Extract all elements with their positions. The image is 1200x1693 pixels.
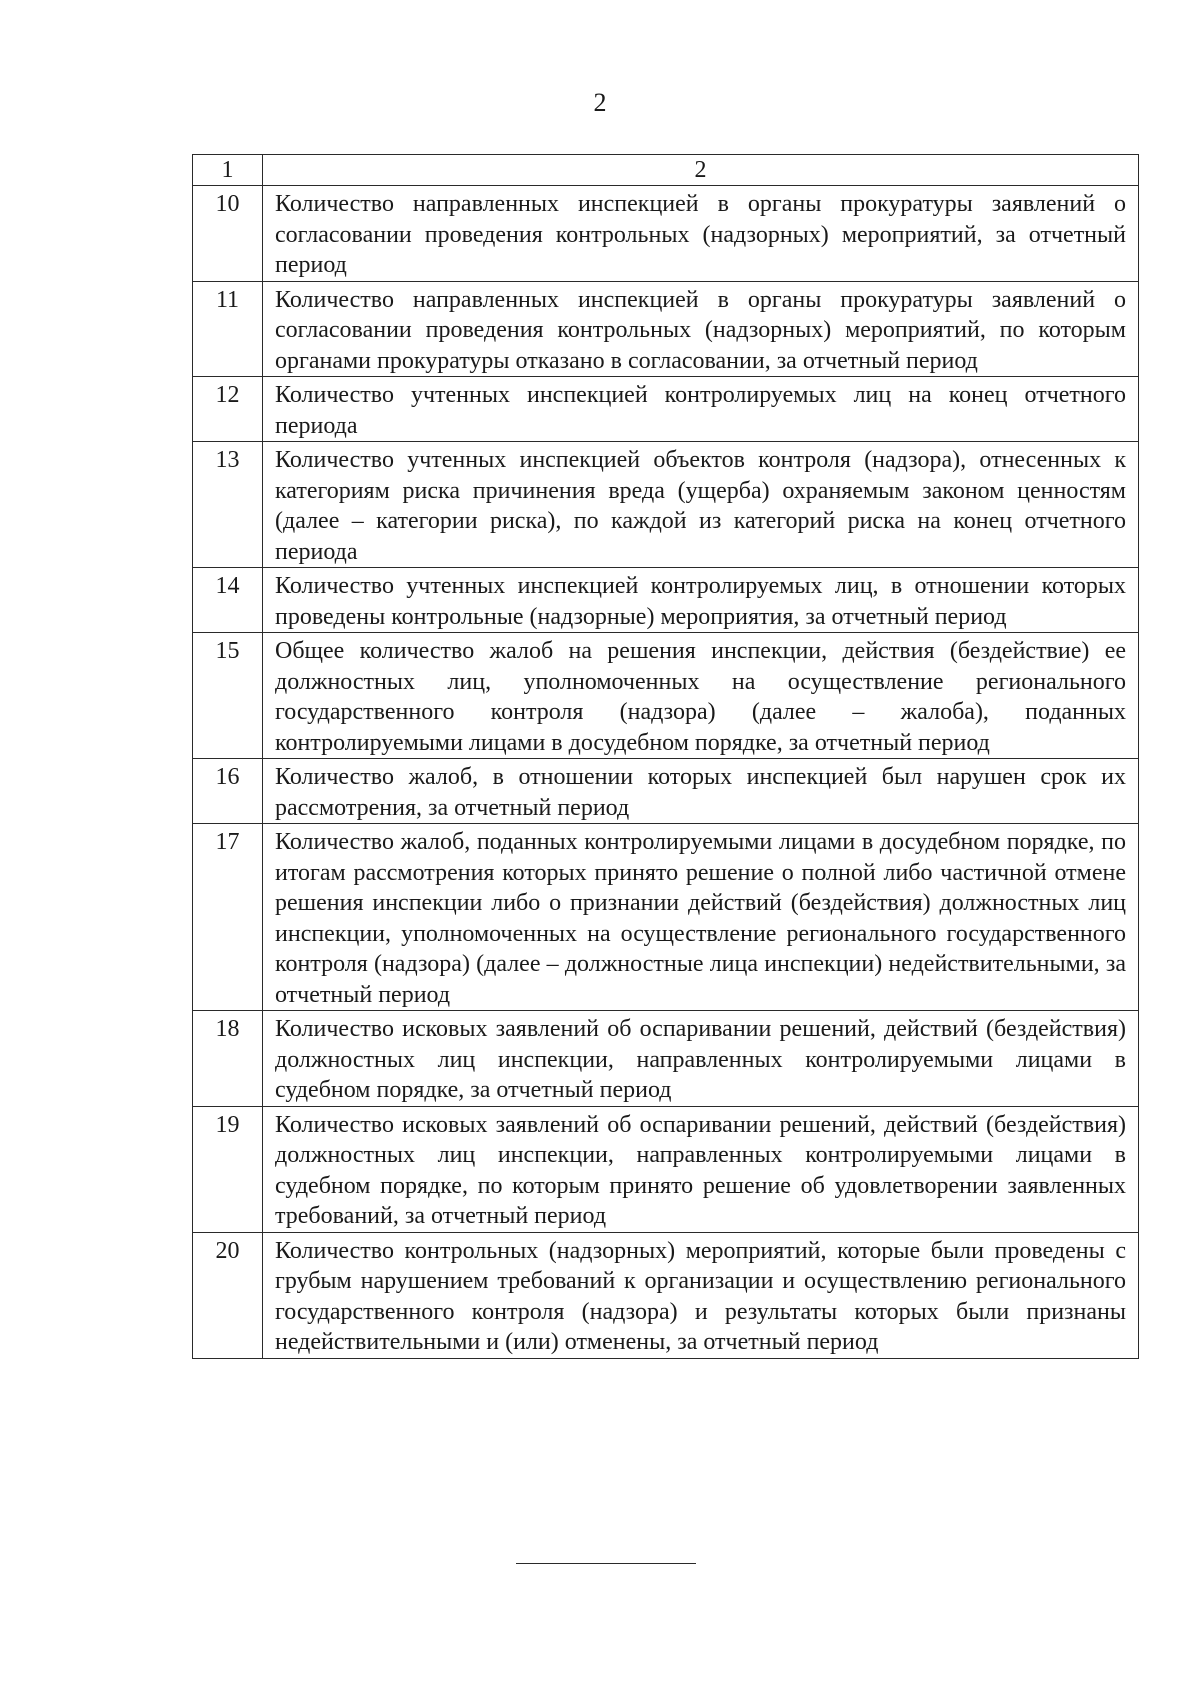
row-number: 20	[193, 1232, 263, 1358]
row-number: 11	[193, 281, 263, 377]
table-row	[193, 442, 1139, 568]
row-number: 14	[193, 568, 263, 633]
row-text: Количество исковых заявлений об оспаривании решений, действий (бездействия) должностных лиц инспекции, направленных контролируемыми лицами в судебном порядке, по которым принято решение об удовлетворении заявленных требований, за отчетный период	[263, 1106, 1139, 1232]
table-row	[193, 568, 1139, 633]
row-number: 15	[193, 633, 263, 759]
table-row	[193, 186, 1139, 282]
page-number: 2	[593, 88, 607, 117]
row-number: 10	[193, 186, 263, 282]
table-row	[193, 377, 1139, 442]
row-number: 18	[193, 1011, 263, 1107]
row-text: Количество направленных инспекцией в органы прокуратуры заявлений о согласовании проведения контрольных (надзорных) мероприятий, за отчетный период	[263, 186, 1139, 282]
row-number: 19	[193, 1106, 263, 1232]
table-row	[193, 1011, 1139, 1107]
row-text: Количество исковых заявлений об оспаривании решений, действий (бездействия) должностных лиц инспекции, направленных контролируемыми лицами в судебном порядке, за отчетный период	[263, 1011, 1139, 1107]
row-text: Количество контрольных (надзорных) мероприятий, которые были проведены с грубым нарушением требований к организации и осуществлению регионального государственного контроля (надзора) и результаты которых были признаны недействительными и (или) отменены, за отчетный период	[263, 1232, 1139, 1358]
column-header-number: 1	[193, 155, 263, 186]
footer-divider	[516, 1563, 696, 1564]
indicators-table	[192, 154, 1139, 1359]
row-text: Количество жалоб, в отношении которых инспекцией был нарушен срок их рассмотрения, за отчетный период	[263, 759, 1139, 824]
row-number: 17	[193, 824, 263, 1011]
row-number: 13	[193, 442, 263, 568]
table-header-row	[193, 155, 1139, 186]
row-text: Количество жалоб, поданных контролируемыми лицами в досудебном порядке, по итогам рассмотрения которых принято решение о полной либо частичной отмене решения инспекции либо о признании действий (бездействия) должностных лиц инспекции, уполномоченных на осуществление регионального государственного контроля (надзора) (далее – должностные лица инспекции) недействительными, за отчетный период	[263, 824, 1139, 1011]
row-text: Количество учтенных инспекцией объектов контроля (надзора), отнесенных к категориям риска причинения вреда (ущерба) охраняемым законом ценностям (далее – категории риска), по каждой из категорий риска на конец отчетного периода	[263, 442, 1139, 568]
column-header-text: 2	[263, 155, 1139, 186]
row-text: Количество учтенных инспекцией контролируемых лиц на конец отчетного периода	[263, 377, 1139, 442]
table-row	[193, 633, 1139, 759]
table-row	[193, 824, 1139, 1011]
row-number: 12	[193, 377, 263, 442]
table-row	[193, 1106, 1139, 1232]
table-row	[193, 1232, 1139, 1358]
table-row	[193, 759, 1139, 824]
row-number: 16	[193, 759, 263, 824]
row-text: Количество направленных инспекцией в органы прокуратуры заявлений о согласовании проведения контрольных (надзорных) мероприятий, по которым органами прокуратуры отказано в согласовании, за отчетный период	[263, 281, 1139, 377]
row-text: Количество учтенных инспекцией контролируемых лиц, в отношении которых проведены контрольные (надзорные) мероприятия, за отчетный период	[263, 568, 1139, 633]
table-row	[193, 281, 1139, 377]
row-text: Общее количество жалоб на решения инспекции, действия (бездействие) ее должностных лиц, уполномоченных на осуществление регионального государственного контроля (надзора) (далее – жалоба), поданных контролируемыми лицами в досудебном порядке, за отчетный период	[263, 633, 1139, 759]
